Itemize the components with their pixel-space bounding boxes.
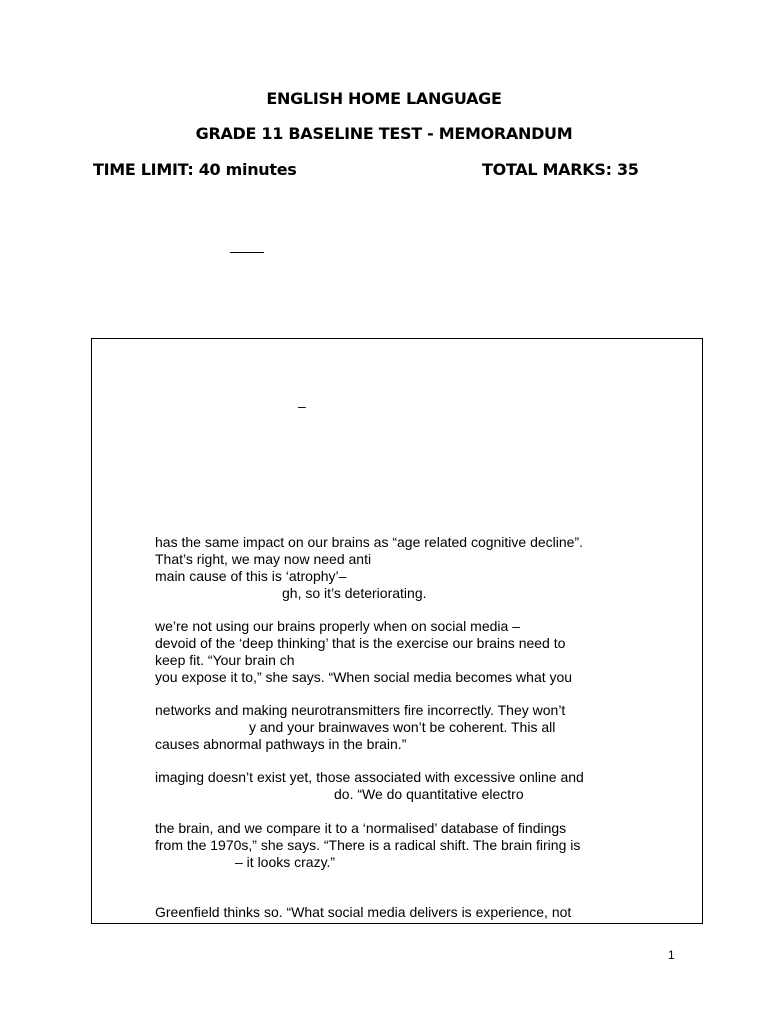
passage-line: networks and making neurotransmitters fire incorrectly. They won’t xyxy=(155,702,566,718)
blank-answer-line xyxy=(230,252,264,253)
passage-line: keep fit. “Your brain ch xyxy=(155,652,295,668)
passage-line: has the same impact on our brains as “age related cognitive decline”. xyxy=(155,534,584,550)
passage-line: main cause of this is ‘atrophy’– xyxy=(155,568,347,584)
passage-line: you expose it to,” she says. “When social media becomes what you xyxy=(155,669,573,685)
passage-line: imaging doesn’t exist yet, those associated with excessive online and xyxy=(155,769,584,785)
page-number: 1 xyxy=(668,948,675,962)
document-subtitle: GRADE 11 BASELINE TEST - MEMORANDUM xyxy=(195,124,573,143)
passage-dash: – xyxy=(298,398,306,414)
passage-line: from the 1970s,” she says. “There is a radical shift. The brain firing is xyxy=(155,837,581,853)
passage-line: devoid of the ‘deep thinking’ that is the exercise our brains need to xyxy=(155,635,566,651)
total-marks: TOTAL MARKS: 35 xyxy=(482,160,639,179)
passage-line: gh, so it’s deteriorating. xyxy=(282,585,427,601)
document-title: ENGLISH HOME LANGUAGE xyxy=(266,89,502,108)
passage-line: the brain, and we compare it to a ‘normalised’ database of findings xyxy=(155,820,567,836)
passage-line: causes abnormal pathways in the brain.” xyxy=(155,736,407,752)
passage-line: y and your brainwaves won’t be coherent. This all xyxy=(249,719,556,735)
passage-line: Greenfield thinks so. “What social media delivers is experience, not xyxy=(155,904,572,920)
passage-line: – it looks crazy.” xyxy=(235,854,336,870)
passage-line: do. “We do quantitative electro xyxy=(334,786,524,802)
passage-line: That’s right, we may now need anti xyxy=(155,551,372,567)
time-limit: TIME LIMIT: 40 minutes xyxy=(93,160,297,179)
passage-line: we’re not using our brains properly when on social media – xyxy=(155,618,520,634)
